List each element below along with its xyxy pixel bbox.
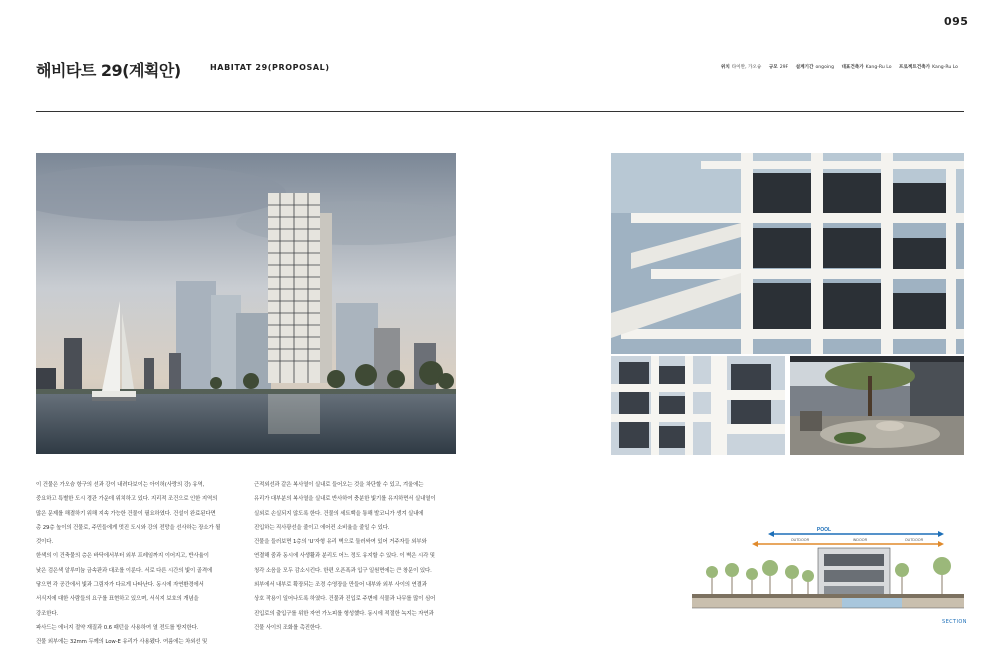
outdoor-left-label: OUTDOOR <box>790 538 810 542</box>
credit-value: 타이완, 가오슝 <box>731 65 762 70</box>
credit-value: Kang-Ru Lo <box>932 65 958 70</box>
section-diagram <box>692 520 964 620</box>
credit-value: 29F <box>779 65 789 70</box>
body-text-line: 중요하고 특별한 도시 경관 가운데 위치하고 있다. 지리적 조건으로 인한 지역의 <box>36 496 218 503</box>
body-text-line: 연결해 줌과 동시에 사생활과 분리도 어느 정도 유지할 수 있다. 이 벽은 시각 및 <box>254 553 435 560</box>
credit-label: 규모 <box>768 65 778 70</box>
credit-value: Kang-Ru Lo <box>865 65 892 70</box>
body-text-line: 것이다. <box>36 539 53 546</box>
body-text-left-column <box>36 478 220 650</box>
body-text-right-column <box>254 478 435 635</box>
page-title-korean: 해비타트 29(계획안) <box>36 61 181 80</box>
body-text-line: 한색의 이 건축물의 층은 바닥에서부터 외부 프레임까지 이어지고, 반사율이 <box>36 553 209 560</box>
body-text-line: 건물 외부에는 32mm 두께의 Low-E 유리가 사용됐다. 여름에는 차외선 및 <box>36 639 208 646</box>
section-caption: SECTION <box>942 619 967 625</box>
indoor-label: INDOOR <box>852 538 868 542</box>
body-text-line: 많은 문제를 해결하기 위해 지속 가능한 건물이 필요하였다. 건설이 완료된다면 <box>36 510 216 517</box>
body-text-line: 유리가 대부분의 복사열을 실내로 반사하여 충분한 빛기를 유지하면서 실내열이 <box>254 496 436 503</box>
credit-value: ongoing <box>815 65 834 70</box>
body-text-line: 서식지에 대한 사람들의 요구를 표현하고 있으며, 서식지 보호의 개념을 <box>36 596 199 603</box>
outdoor-right-label: OUTDOOR <box>904 538 924 542</box>
pool-label: POOL <box>816 527 832 533</box>
tower-rendering-photo <box>36 153 456 454</box>
body-text-line: 강조한다. <box>36 610 59 617</box>
body-text-line: 외부에서 내부로 확장되는 조경 수영장을 만들어 내부와 외부 사이의 연결과 <box>254 582 427 589</box>
body-text-line: 파사드는 에너지 절약 재질과 0.6 패턴을 사용하여 열 전도를 방지한다. <box>36 624 199 631</box>
body-text-line: 이 건물은 가오슝 항구의 선과 강이 내려다보이는 아이허(사랑의 강) 유역, <box>36 482 205 488</box>
header-rule <box>36 111 964 112</box>
body-text-line: 진입하는 직사광선을 줄이고 에어컨 소비율을 줄일 수 있다. <box>254 524 390 531</box>
body-text-line: 실외로 손실되지 않도록 한다. 건물의 세트백을 통해 발코니가 생겨 실내에 <box>254 510 424 517</box>
body-text-line: 건물 사이의 조화를 촉진한다. <box>254 624 322 631</box>
body-text-line: 낮은 검은색 알루미늄 금속판과 대조를 이룬다. 서로 다른 시간의 빛이 골격에 <box>36 567 213 574</box>
credit-label: 대표건축가 <box>841 65 864 70</box>
credit-label: 위치 <box>720 65 730 70</box>
page-number: 095 <box>944 15 969 28</box>
body-text-line: 닿으면 각 공간에서 빛과 그림자가 다르게 나타난다. 동시에 자연환경에서 <box>36 582 204 589</box>
body-text-line: 청각 소음을 모두 감소시킨다. 한편 오픈폭과 입구 일원면에는 큰 창문이 있다. <box>254 567 432 574</box>
credit-label: 프로젝트건축가 <box>899 65 931 70</box>
facade-corner-photo <box>611 356 785 455</box>
body-text-line: 건물을 들러보면 1층의 'U'자형 유리 벽으로 둘러싸여 있어 거주자들 외부와 <box>254 539 427 546</box>
credit-label: 설계기간 <box>795 65 814 70</box>
body-text-line: 상호 작용이 일어나도록 하였다. 건물과 진입로 주변에 식물과 나무를 많이 심어 <box>254 596 436 603</box>
body-text-line: 진입로의 출입구를 위한 자연 가노피를 형성했다. 동시에 적절한 녹지는 자연과 <box>254 610 434 617</box>
body-text-line: 총 29층 높이의 건물로, 주민들에게 멋진 도시와 강의 전망을 선사하는 장소가 될 <box>36 524 221 531</box>
facade-closeup-photo <box>611 153 964 354</box>
project-credits <box>721 64 964 70</box>
courtyard-garden-photo <box>790 356 964 455</box>
page-title-english: HABITAT 29(PROPOSAL) <box>210 63 330 72</box>
body-text-line: 근적외선과 같은 복사열이 실내로 들어오는 것을 차단할 수 있고, 겨울에는 <box>254 482 424 488</box>
